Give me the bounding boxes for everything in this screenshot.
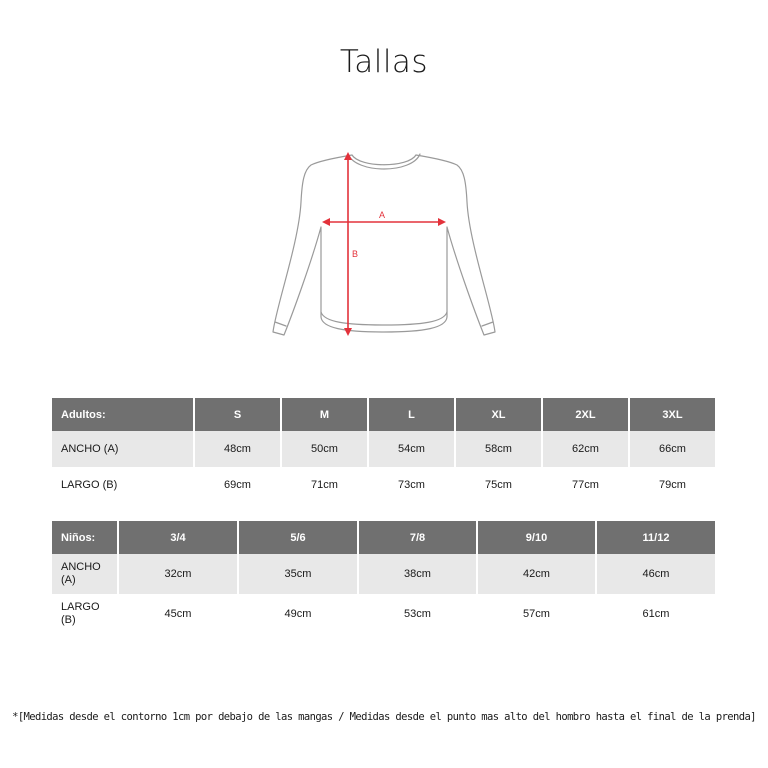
table-cell: 38cm (357, 554, 476, 594)
kids-header-size-7-8: 7/8 (357, 521, 476, 554)
table-cell: 57cm (476, 594, 595, 634)
row-label: LARGO (B) (61, 479, 118, 491)
table-cell: 45cm (117, 594, 237, 634)
tshirt-illustration (264, 142, 504, 347)
adults-header-label: Adultos: (52, 398, 193, 431)
kids-header-row (52, 521, 715, 554)
table-cell: 75cm (454, 467, 541, 503)
adults-header-size-m: M (280, 398, 367, 431)
table-cell: 73cm (367, 467, 454, 503)
table-cell: 49cm (237, 594, 357, 634)
kids-header-label: Niños: (52, 521, 117, 554)
label-a: A (379, 210, 386, 220)
table-cell: 77cm (541, 467, 628, 503)
table-cell: 79cm (628, 467, 715, 503)
row-label: LARGO (B) (61, 601, 100, 626)
table-cell: 54cm (367, 431, 454, 467)
table-cell: 62cm (541, 431, 628, 467)
adults-row-largo (52, 467, 715, 503)
table-cell: 32cm (117, 554, 237, 594)
footnote: *[Medidas desde el contorno 1cm por debajo de las mangas / Medidas desde el punto mas alto del hombro hasta el final de la prenda] (12, 711, 756, 723)
table-cell: 46cm (595, 554, 715, 594)
kids-header-size-9-10: 9/10 (476, 521, 595, 554)
table-cell: 69cm (193, 467, 280, 503)
table-cell: 61cm (595, 594, 715, 634)
page-title: Tallas (339, 44, 429, 80)
row-label: ANCHO (A) (52, 431, 193, 467)
table-cell: 58cm (454, 431, 541, 467)
tshirt-diagram (264, 142, 504, 347)
adults-header-size-s: S (193, 398, 280, 431)
kids-row-largo (52, 594, 715, 634)
table-cell: 48cm (193, 431, 280, 467)
table-cell: 71cm (280, 467, 367, 503)
adults-header-size-l: L (367, 398, 454, 431)
kids-row-ancho (52, 554, 715, 594)
kids-header-size-3-4: 3/4 (117, 521, 237, 554)
table-cell: 35cm (237, 554, 357, 594)
table-cell: 53cm (357, 594, 476, 634)
adults-header-row (52, 398, 715, 431)
adults-header-size-2xl: 2XL (541, 398, 628, 431)
adults-header-size-3xl: 3XL (628, 398, 715, 431)
adults-size-table (52, 398, 715, 503)
table-cell: 66cm (628, 431, 715, 467)
row-label: ANCHO (A) (52, 554, 117, 594)
table-cell: 50cm (280, 431, 367, 467)
adults-header-size-xl: XL (454, 398, 541, 431)
kids-size-table (52, 521, 715, 634)
kids-header-size-11-12: 11/12 (595, 521, 715, 554)
label-b: B (352, 249, 359, 259)
kids-header-size-5-6: 5/6 (237, 521, 357, 554)
table-cell: 42cm (476, 554, 595, 594)
adults-row-ancho (52, 431, 715, 467)
